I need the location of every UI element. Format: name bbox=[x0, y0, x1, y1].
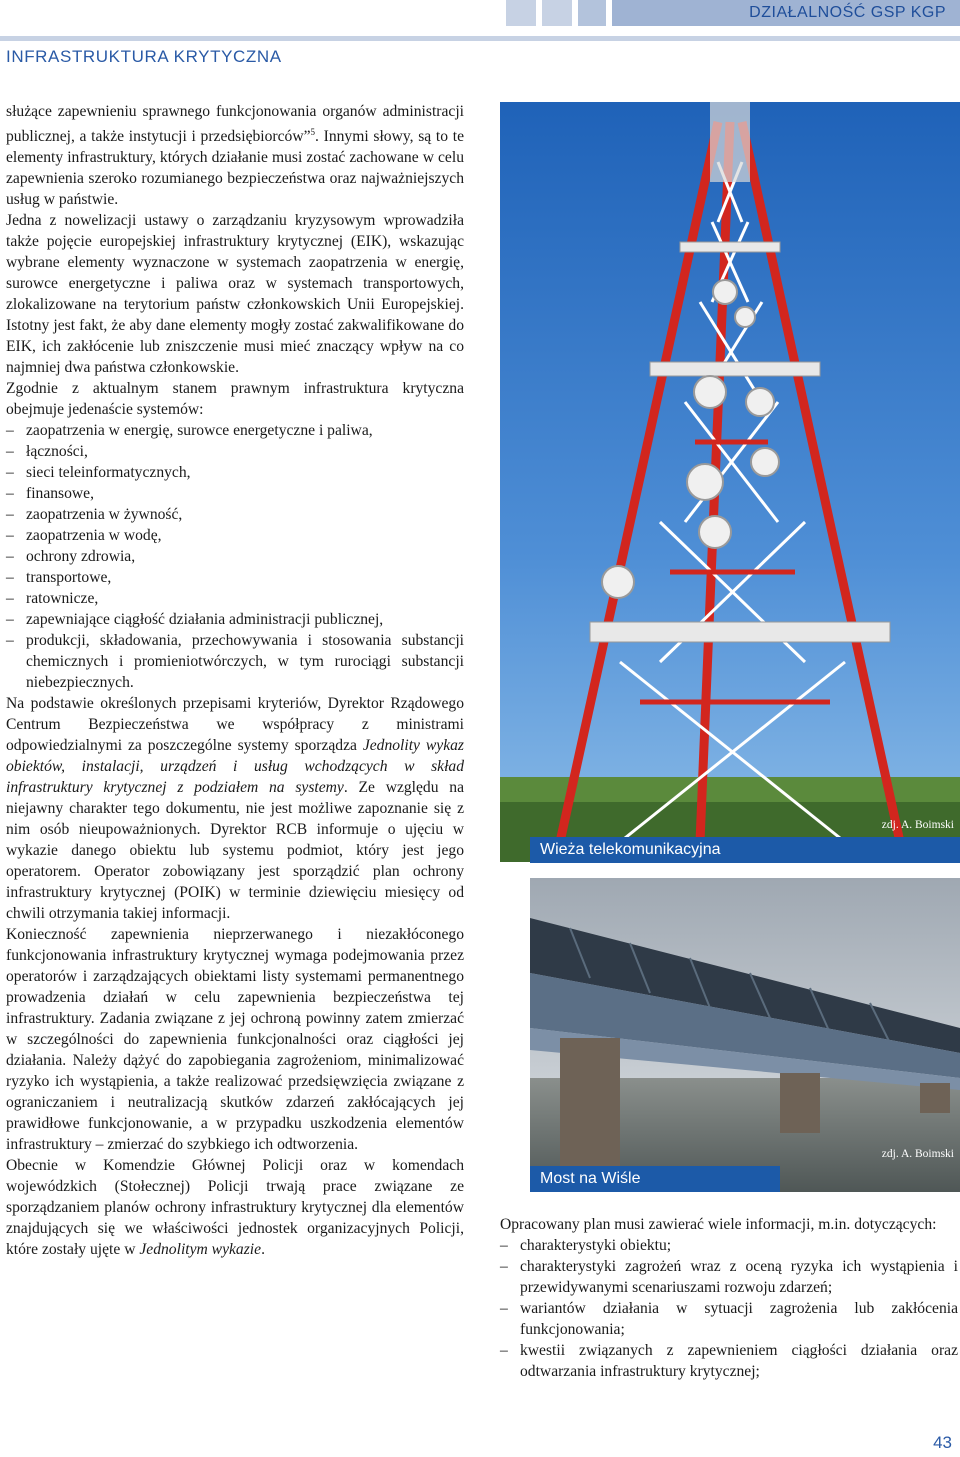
plan-items-list bbox=[500, 1235, 958, 1382]
tower-caption: Wieża telekomunikacyjna bbox=[530, 837, 960, 863]
list-item: – sieci teleinformatycznych, bbox=[6, 462, 464, 483]
right-intro: Opracowany plan musi zawierać wiele informacji, m.in. dotyczących: bbox=[500, 1216, 937, 1233]
running-title: DZIAŁALNOŚĆ GSP KGP bbox=[749, 4, 946, 21]
list-item: – produkcji, składowania, przechowywania i stosowania substancji chemicznych i promieniotwórczych, w tym rurociągi substancji niebezpiecznych. bbox=[6, 630, 464, 693]
bridge-illustration bbox=[530, 878, 960, 1192]
paragraph-4: Na podstawie określonych przepisami kryteriów, Dyrektor Rządowego Centrum Bezpieczeństwa we współpracy z ministrami odpowiedzialnymi za poszczególne systemy sporządza Jednolity wykaz obiektów, instalacji, urządzeń i usług wchodzących w skład infrastruktury krytycznej z podziałem na systemy. Ze względu na niejawny charakter tego dokumentu, nie jest możliwe zapoznanie się z nim osób nieupoważnionych. Dyrektor RCB informuje o ujęciu w wykazie danego obiektu lub systemu podmiot, który jest jego operatorem. Operator zobowiązany jest sporządzić plan ochrony infrastruktury krytycznej (POIK) w terminie dziewięciu miesięcy od chwili otrzymania takiej informacji. bbox=[6, 695, 464, 923]
paragraph-5: Konieczność zapewnienia nieprzerwanego i niezakłóconego funkcjonowania infrastruktury krytycznej wymaga podejmowania przez operatorów i zarządzających obiektami listy systemami permanentnego prowadzenia działań w celu zapewnienia bezpieczeństwa tej infrastruktury. Zadania związane z jej ochroną powinny zatem zmierzać w szczególności do zapewnienia funkcjonalności oraz ciągłości jej działania. Należy dążyć do zapobiegania zagrożeniom, minimalizować ryzyko ich wystąpienia, a także realizować przedsięwzięcia związane z ograniczaniem i neutralizacją skutków zdarzeń zakłócających jej prawidłowe funkcjonowanie, a w przypadku uszkodzenia elementów infrastruktury – zmierzać do szybkiego ich odtworzenia. bbox=[6, 926, 464, 1154]
list-item: – charakterystyki zagrożeń wraz z oceną ryzyka ich wystąpienia i przewidywanymi scenariuszami rozwoju zdarzeń; bbox=[500, 1256, 958, 1298]
section-title: INFRASTRUKTURA KRYTYCZNA bbox=[6, 47, 282, 66]
bridge-credit: zdj. A. Boimski bbox=[881, 1148, 954, 1160]
list-item: – transportowe, bbox=[6, 567, 464, 588]
paragraph-3: Zgodnie z aktualnym stanem prawnym infrastruktura krytyczna obejmuje jedenaście systemów: bbox=[6, 380, 464, 419]
list-item: – zaopatrzenia w energię, surowce energetyczne i paliwa, bbox=[6, 420, 464, 441]
footnote-ref: 5 bbox=[310, 127, 316, 137]
left-column bbox=[6, 101, 464, 1260]
tower-photo bbox=[500, 102, 960, 862]
list-item: – zapewniające ciągłość działania administracji publicznej, bbox=[6, 609, 464, 630]
list-item: – zaopatrzenia w żywność, bbox=[6, 504, 464, 525]
header-square-2 bbox=[542, 0, 572, 26]
bridge-caption: Most na Wiśle bbox=[530, 1166, 780, 1192]
header-rule bbox=[0, 36, 960, 41]
systems-list bbox=[6, 420, 464, 693]
header-square-1 bbox=[506, 0, 536, 26]
paragraph-6: Obecnie w Komendzie Głównej Policji oraz w komendach wojewódzkich (Stołecznej) Policji trwają prace związane ze sporządzaniem planów ochrony infrastruktury krytycznej dla elementów znajdujących się we właściwości jednostek organizacyjnych Policji, które zostały ujęte w Jednolitym wykazie. bbox=[6, 1157, 464, 1259]
page-number: 43 bbox=[933, 1433, 952, 1452]
list-item: – ratownicze, bbox=[6, 588, 464, 609]
paragraph-2: Jedna z nowelizacji ustawy o zarządzaniu kryzysowym wprowadziła także pojęcie europejskiej infrastruktury krytycznej (EIK), wskazując wybrane elementy wyznaczone w systemach zaopatrzenia w energię, surowce energetyczne i paliwa oraz w systemach transportowych, zlokalizowane na terytorium państw członkowskich Unii Europejskiej. Istotny jest fakt, że aby dane elementy mogły zostać zakwalifikowane do EIK, ich zakłócenie lub zniszczenie musi mieć znaczący wpływ na co najmniej dwa państwa członkowskie. bbox=[6, 212, 464, 377]
list-item: – finansowe, bbox=[6, 483, 464, 504]
list-item: – ochrony zdrowia, bbox=[6, 546, 464, 567]
paragraph-1: służące zapewnieniu sprawnego funkcjonowania organów administracji publicznej, a także instytucji i przedsiębiorców”$^5$. Innymi słowy, są to te elementy infrastruktury, których działanie musi zostać zachowane w celu zapewnienia szeroko rozumianego bezpieczeństwa oraz najważniejszych usług w państwie. bbox=[6, 103, 465, 209]
right-column bbox=[500, 1214, 958, 1382]
tower-illustration bbox=[500, 102, 960, 862]
tower-credit: zdj. A. Boimski bbox=[881, 819, 954, 831]
list-item: – kwestii związanych z zapewnieniem ciągłości działania oraz odtwarzania infrastruktury krytycznej; bbox=[500, 1340, 958, 1382]
list-item: – charakterystyki obiektu; bbox=[500, 1235, 958, 1256]
bridge-photo bbox=[530, 878, 960, 1192]
header-bar bbox=[612, 0, 960, 26]
list-item: – łączności, bbox=[6, 441, 464, 462]
header-square-3 bbox=[578, 0, 606, 26]
list-item: – zaopatrzenia w wodę, bbox=[6, 525, 464, 546]
list-item: – wariantów działania w sytuacji zagrożenia lub zakłócenia funkcjonowania; bbox=[500, 1298, 958, 1340]
